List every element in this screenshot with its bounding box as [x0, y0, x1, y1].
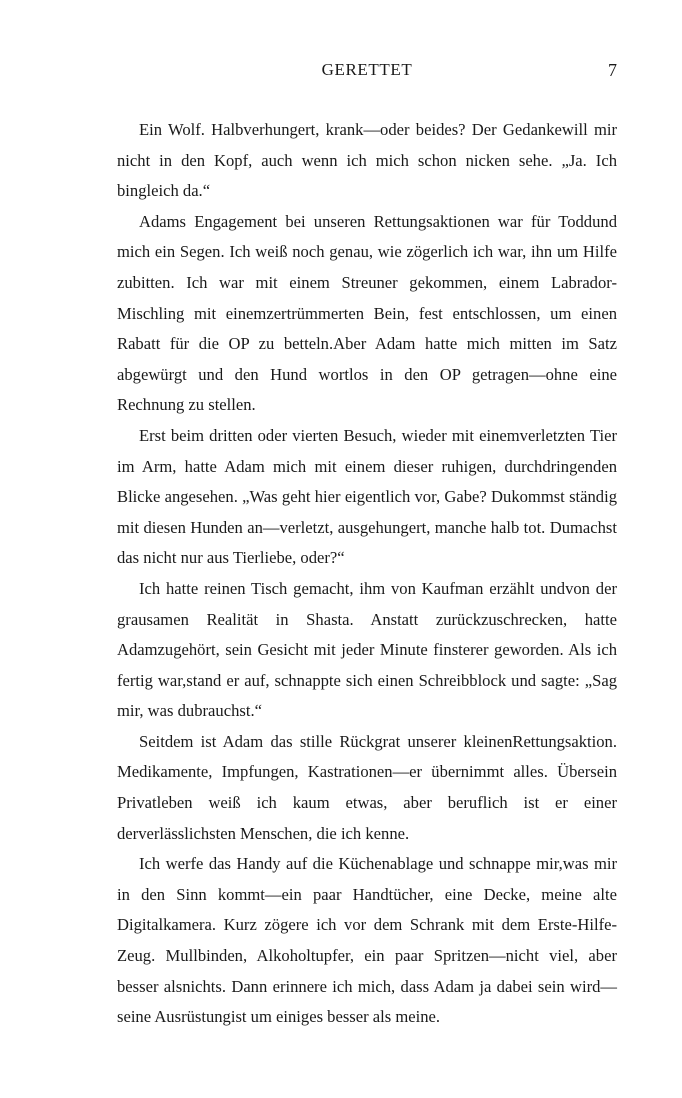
paragraph-4: Ich hatte reinen Tisch gemacht, ihm von Kaufman erzählt undvon der grausamen Realität in Shasta. Anstatt zurückzuschrecken, hatte Adamzugehört, sein Gesicht mit jeder Minute finsterer geworden. Als ich fertig war,stand er auf, schnappte sich einen Schreibblock und sagte: „Sag mir, was dubrauchst.“ — [117, 578, 617, 721]
body-text — [117, 115, 617, 1033]
paragraph-2: Adams Engagement bei unseren Rettungsaktionen war für Toddund mich ein Segen. Ich weiß noch genau, wie zögerlich ich war, ihn um Hilfe zubitten. Ich war mit einem Streuner gekommen, einem Labrador-Mischling mit einemzertrümmerten Bein, fest entschlossen, um einen Rabatt für die OP zu betteln.Aber Adam hatte mich mitten im Satz abgewürgt und den Hund wortlos in den OP getragen—ohne eine Rechnung zu stellen. — [117, 211, 617, 415]
paragraph-1: Ein Wolf. Halbverhungert, krank—oder beides? Der Gedankewill mir nicht in den Kopf, auch wenn ich mich schon nicken sehe. „Ja. Ich bingleich da.“ — [117, 120, 617, 201]
paragraph-6: Ich werfe das Handy auf die Küchenablage und schnappe mir,was mir in den Sinn kommt—ein paar Handtücher, eine Decke, meine alte Digitalkamera. Kurz zögere ich vor dem Schrank mit dem Erste-Hilfe-Zeug. Mullbinden, Alkoholtupfer, ein paar Spritzen—nicht viel, aber besser alsnichts. Dann erinnere ich mich, dass Adam ja dabei sein wird—seine Ausrüstungist um einiges besser als meine. — [117, 854, 617, 1027]
chapter-title: GERETTET — [321, 60, 413, 79]
page-number: 7 — [608, 60, 617, 80]
paragraph-3: Erst beim dritten oder vierten Besuch, wieder mit einemverletzten Tier im Arm, hatte Adam mich mit einem dieser ruhigen, durchdringenden Blicke angesehen. „Was geht hier eigentlich vor, Gabe? Dukommst ständig mit diesen Hunden an—verletzt, ausgehungert, manche halb tot. Dumachst das nicht nur aus Tierliebe, oder?“ — [117, 425, 617, 568]
running-header — [117, 60, 617, 84]
paragraph-5: Seitdem ist Adam das stille Rückgrat unserer kleinenRettungsaktion. Medikamente, Impfungen, Kastrationen—er übernimmt alles. Übersein Privatleben weiß ich kaum etwas, aber beruflich ist er einer derverlässlichsten Menschen, die ich kenne. — [117, 731, 617, 843]
